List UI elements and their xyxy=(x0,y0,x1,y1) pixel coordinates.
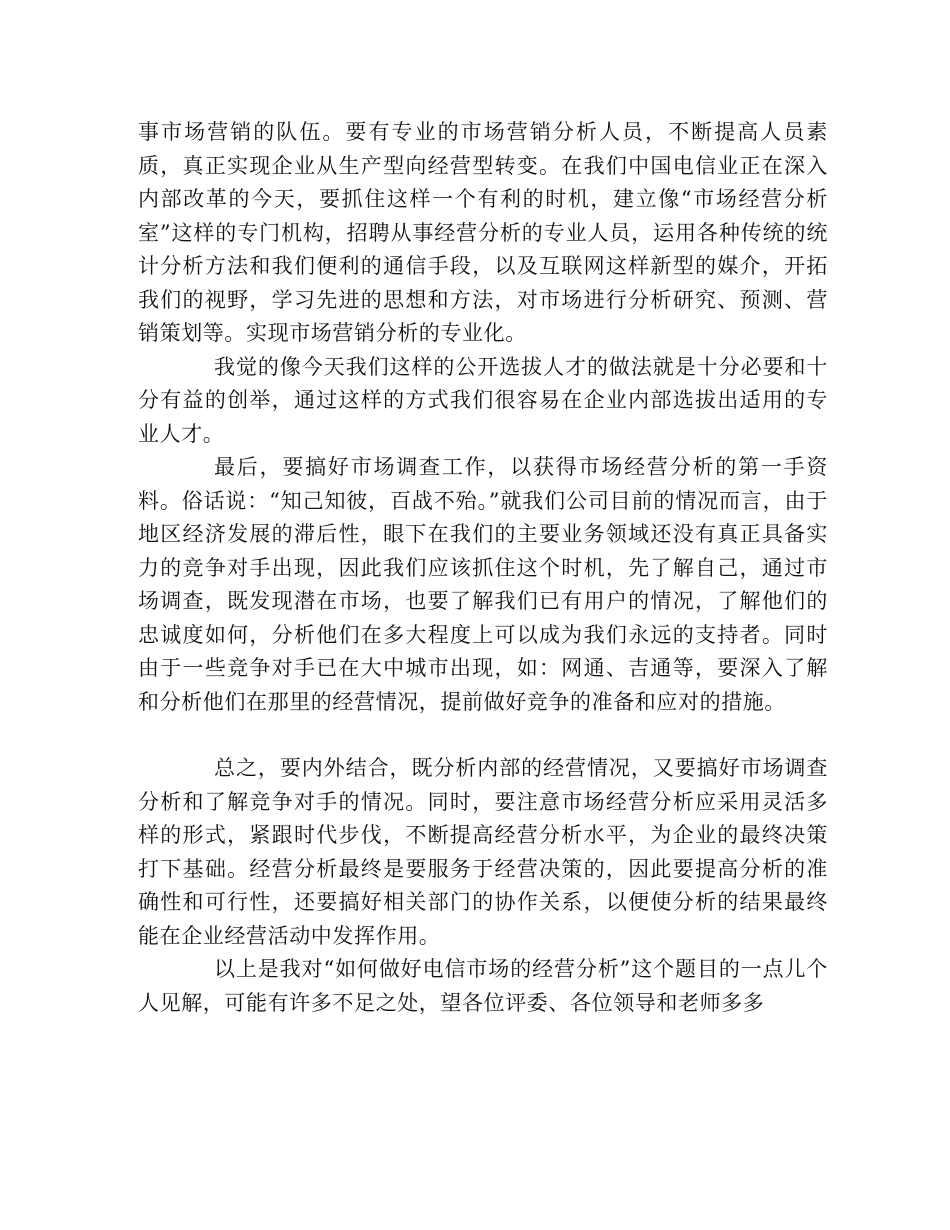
paragraph-5: 以上是我对“如何做好电信市场的经营分析”这个题目的一点儿个人见解，可能有许多不足之处，望各位评委、各位领导和老师多多 xyxy=(138,957,828,1015)
paragraph-4: 总之，要内外结合，既分析内部的经营情况，又要搞好市场调查分析和了解竞争对手的情况。同时，要注意市场经营分析应采用灵活多样的形式，紧跟时代步伐，不断提高经营分析水平，为企业的最终决策打下基础。经营分析最终是要服务于经营决策的，因此要提高分析的准确性和可行性，还要搞好相关部门的协作关系，以便使分析的结果最终能在企业经营活动中发挥作用。 xyxy=(138,756,828,948)
document-page xyxy=(138,116,828,1020)
paragraph-2: 我觉的像今天我们这样的公开选拔人才的做法就是十分必要和十分有益的创举，通过这样的方式我们很容易在企业内部选拔出适用的专业人才。 xyxy=(138,354,828,446)
paragraph-1: 事市场营销的队伍。要有专业的市场营销分析人员，不断提高人员素质，真正实现企业从生产型向经营型转变。在我们中国电信业正在深入内部改革的今天，要抓住这样一个有利的时机，建立像“市场经营分析室”这样的专门机构，招聘从事经营分析的专业人员，运用各种传统的统计分析方法和我们便利的通信手段，以及互联网这样新型的媒介，开拓我们的视野，学习先进的思想和方法，对市场进行分析研究、预测、营销策划等。实现市场营销分析的专业化。 xyxy=(138,120,828,345)
paragraph-3: 最后，要搞好市场调查工作，以获得市场经营分析的第一手资料。俗话说：“知己知彼，百战不殆。”就我们公司目前的情况而言，由于地区经济发展的滞后性，眼下在我们的主要业务领域还没有真正具备实力的竞争对手出现，因此我们应该抓住这个时机，先了解自己，通过市场调查，既发现潜在市场，也要了解我们已有用户的情况，了解他们的忠诚度如何，分析他们在多大程度上可以成为我们永远的支持者。同时由于一些竞争对手已在大中城市出现，如：网通、吉通等，要深入了解和分析他们在那里的经营情况，提前做好竞争的准备和应对的措施。 xyxy=(138,455,828,714)
